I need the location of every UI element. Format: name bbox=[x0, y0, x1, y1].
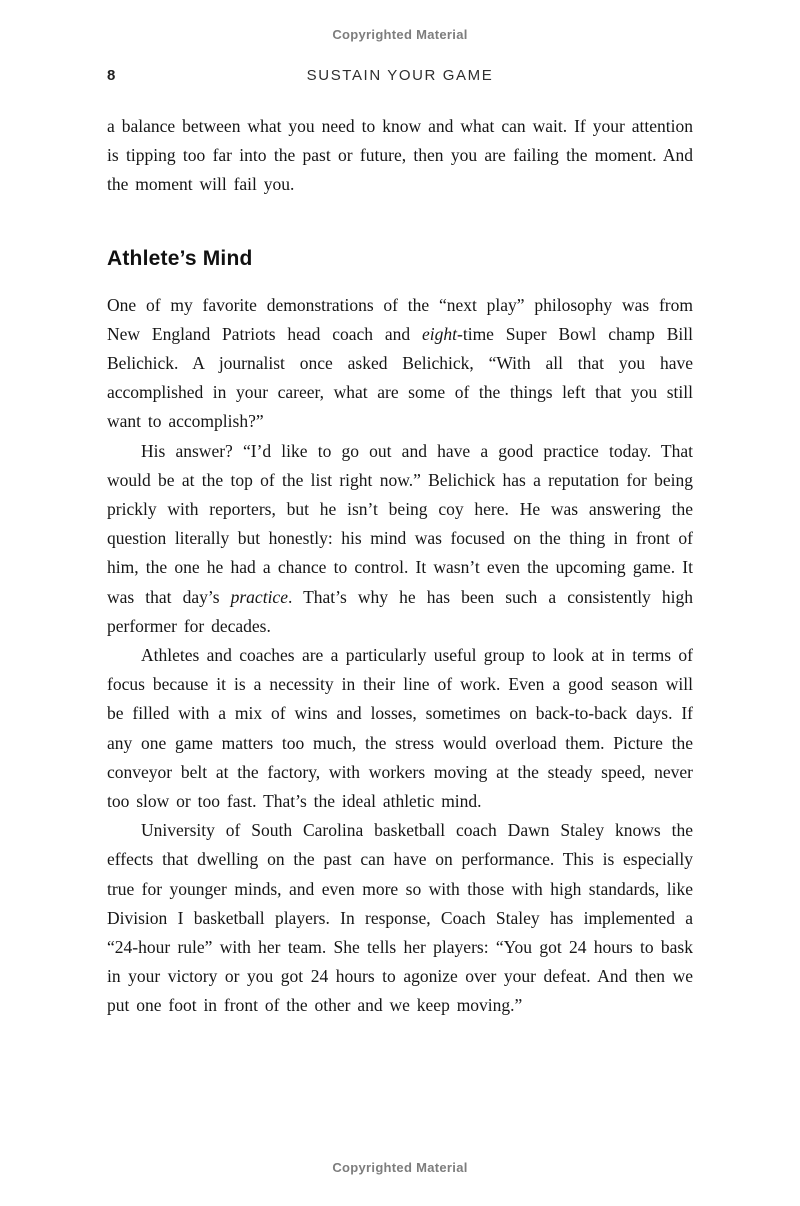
body-paragraph bbox=[107, 641, 693, 816]
text-segment: a balance between what you need to know and what can wait. If your attention is tipping too far into the past or future, then you are failing the moment. And the moment will fail you. bbox=[107, 116, 693, 195]
body-text-block bbox=[107, 112, 693, 1021]
text-segment: One of my favorite demonstrations of the “next play” philosophy was from New England Patriots head coach and bbox=[107, 294, 693, 344]
text-segment: Athletes and coaches are a particularly useful group to look at in terms of focus because it is a necessity in their line of work. Even a good season will be filled with a mix of wins and losses, sometimes on back-to-back days. If any one game matters too much, the stress would overload them. Picture the conveyor belt at the factory, with workers moving at the steady speed, never too slow or too fast. That’s the ideal athletic mind. bbox=[107, 645, 693, 812]
body-paragraph bbox=[107, 291, 693, 437]
section-heading: Athlete’s Mind bbox=[107, 246, 253, 270]
copyright-notice-bottom: Copyrighted Material bbox=[332, 1160, 468, 1175]
text-segment: . That’s why he has been such a consistently high performer for decades. bbox=[107, 586, 693, 636]
text-segment: His answer? “I’d like to go out and have a good practice today. That would be at the top of the list right now.” Belichick has a reputation for being prickly with reporters, but he isn’t being coy here. He was answering the question literally but honestly: his mind was focused on the thing in front of him, the one he had a chance to control. It wasn’t even the upcoming game. It was that day’s bbox=[107, 440, 693, 607]
italic-text-segment: practice bbox=[230, 586, 288, 607]
body-paragraph bbox=[107, 816, 693, 1020]
running-title: SUSTAIN YOUR GAME bbox=[306, 67, 494, 84]
intro-paragraph bbox=[107, 112, 693, 200]
copyright-notice-top: Copyrighted Material bbox=[332, 27, 468, 42]
text-segment: University of South Carolina basketball coach Dawn Staley knows the effects that dwelling on the past can have on performance. This is especially true for younger minds, and even more so with those with high standards, like Division I basketball players. In response, Coach Staley has implemented a “24-hour rule” with her team. She tells her players: “You got 24 hours to bask in your victory or you got 24 hours to agonize over your defeat. And then we put one foot in front of the other and we keep moving.” bbox=[107, 820, 693, 1016]
running-header bbox=[107, 67, 693, 85]
text-segment: -time Super Bowl champ Bill Belichick. A journalist once asked Belichick, “With all that you have accomplished in your career, what are some of the things left that you still want to accomplish?” bbox=[107, 323, 693, 432]
italic-text-segment: eight bbox=[422, 323, 458, 344]
page-number: 8 bbox=[107, 67, 116, 84]
body-paragraph bbox=[107, 437, 693, 641]
